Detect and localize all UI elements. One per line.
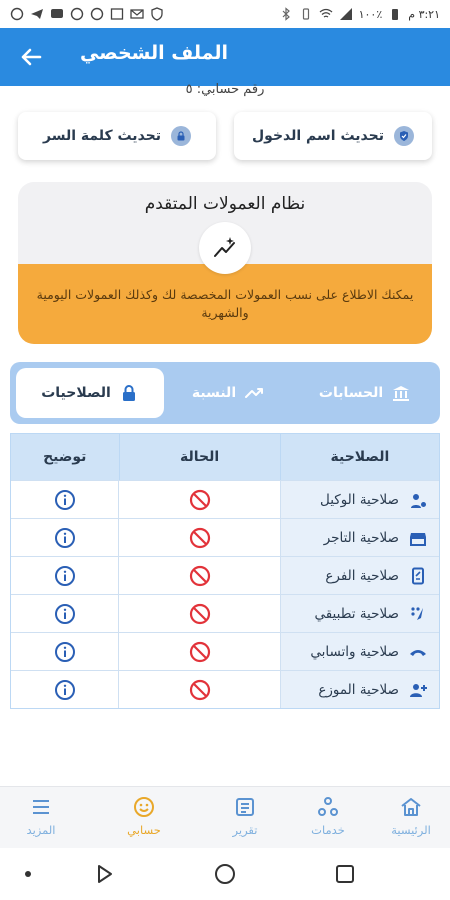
signal-icon (339, 7, 353, 21)
permission-cell (280, 481, 439, 518)
info-cell (11, 671, 118, 708)
info-icon[interactable] (54, 641, 76, 663)
status-notifications (10, 7, 164, 21)
info-cell (11, 595, 118, 632)
nav-report-label: تقرير (232, 823, 258, 837)
vibrate-icon (299, 7, 313, 21)
nav-more-label: المزيد (26, 823, 56, 837)
permission-label: صلاحية الوكيل (319, 491, 399, 508)
status-cell (118, 595, 279, 632)
bottom-nav (0, 786, 450, 848)
table-row (11, 556, 439, 594)
info-cell (11, 481, 118, 518)
system-back-icon[interactable] (92, 862, 116, 886)
lock-icon (171, 126, 191, 146)
denied-icon (189, 489, 211, 511)
permission-cell (280, 633, 439, 670)
system-nav-bar (0, 848, 450, 900)
status-cell (118, 519, 279, 556)
info-cell (11, 633, 118, 670)
shield-check-icon (394, 126, 414, 146)
info-icon[interactable] (54, 679, 76, 701)
wifi-icon (319, 7, 333, 21)
status-cell (118, 557, 279, 594)
battery-icon (388, 7, 402, 21)
table-row (11, 594, 439, 632)
tab-accounts[interactable] (300, 368, 430, 418)
account-number: رقم حسابي: ٥ (185, 82, 265, 97)
permission-cell (280, 671, 439, 708)
status-bar (0, 0, 450, 28)
smiley-icon (132, 795, 156, 819)
app-icon (409, 605, 427, 623)
info-icon[interactable] (54, 527, 76, 549)
nav-services-label: خدمات (311, 823, 345, 837)
tab-ratio-label: النسبة (191, 385, 237, 401)
app-bar (0, 28, 450, 86)
info-cell (11, 557, 118, 594)
update-password-label: تحديث كلمة السر (43, 128, 162, 144)
permission-label: صلاحية الموزع (318, 681, 399, 698)
header-permission: الصلاحية (280, 434, 439, 480)
trend-icon (244, 383, 264, 403)
back-arrow-icon[interactable] (18, 44, 44, 70)
info-icon[interactable] (54, 603, 76, 625)
info-icon[interactable] (54, 565, 76, 587)
page-title: الملف الشخصي (80, 42, 229, 64)
permission-cell (280, 557, 439, 594)
menu-list-icon (29, 795, 53, 819)
denied-icon (189, 679, 211, 701)
tab-permissions-label: الصلاحيات (41, 385, 111, 401)
whatsapp-icon (10, 7, 24, 21)
update-username-button[interactable] (234, 112, 432, 160)
shield-icon (150, 7, 164, 21)
update-password-button[interactable] (18, 112, 216, 160)
permission-label: صلاحية واتسابي (310, 643, 399, 660)
lock-icon (119, 383, 139, 403)
nav-report[interactable] (210, 795, 280, 837)
whatsapp-icon (90, 7, 104, 21)
info-icon[interactable] (54, 489, 76, 511)
services-icon (316, 795, 340, 819)
telegram-icon (30, 7, 44, 21)
agent-icon (409, 491, 427, 509)
nav-home-label: الرئيسية (391, 823, 431, 837)
report-icon (233, 795, 257, 819)
table-row (11, 518, 439, 556)
permission-label: صلاحية التاجر (323, 529, 399, 546)
status-cell (118, 481, 279, 518)
header-info: توضيح (43, 449, 87, 465)
store-icon (409, 529, 427, 547)
status-cell (118, 671, 279, 708)
header-status: الحالة (119, 434, 280, 480)
battery-text: ١٠٠٪ (358, 7, 383, 21)
bluetooth-icon (279, 7, 293, 21)
commission-card[interactable] (18, 182, 432, 344)
nav-services[interactable] (293, 795, 363, 837)
commission-description: يمكنك الاطلاع على نسب العمولات المخصصة لك وكذلك العمولات اليومية والشهرية (36, 287, 414, 320)
permission-cell (280, 595, 439, 632)
tab-permissions[interactable] (16, 368, 164, 418)
denied-icon (189, 565, 211, 587)
commission-title: نظام العمولات المتقدم (144, 194, 306, 214)
status-cell (118, 633, 279, 670)
table-row (11, 670, 439, 708)
image-icon (110, 7, 124, 21)
permission-label: صلاحية الفرع (325, 567, 399, 584)
permissions-table (10, 433, 440, 709)
tab-accounts-label: الحسابات (318, 385, 384, 401)
phone-icon (409, 643, 427, 661)
update-username-label: تحديث اسم الدخول (252, 128, 384, 144)
permission-label: صلاحية تطبيقي (314, 605, 399, 622)
distributor-icon (409, 681, 427, 699)
table-header (11, 434, 439, 480)
bank-icon (391, 383, 411, 403)
denied-icon (189, 527, 211, 549)
tab-ratio[interactable] (168, 368, 288, 418)
status-system (279, 7, 440, 21)
nav-home[interactable] (376, 795, 446, 837)
permission-cell (280, 519, 439, 556)
profile-tabs (10, 362, 440, 424)
system-home-icon[interactable] (213, 862, 237, 886)
denied-icon (189, 641, 211, 663)
nav-account-label: حسابي (127, 823, 161, 837)
table-row (11, 480, 439, 518)
nav-account[interactable] (109, 795, 179, 837)
system-recents-icon[interactable] (333, 862, 357, 886)
clock: ٣:٢١ م (408, 7, 440, 21)
message-icon (50, 7, 64, 21)
nav-more[interactable] (6, 795, 76, 837)
branch-icon (409, 567, 427, 585)
email-icon (130, 7, 144, 21)
table-row (11, 632, 439, 670)
home-icon (399, 795, 423, 819)
sparkle-chart-icon (199, 222, 251, 274)
info-cell (11, 519, 118, 556)
denied-icon (189, 603, 211, 625)
system-dot-icon[interactable] (16, 862, 40, 886)
whatsapp-icon (70, 7, 84, 21)
